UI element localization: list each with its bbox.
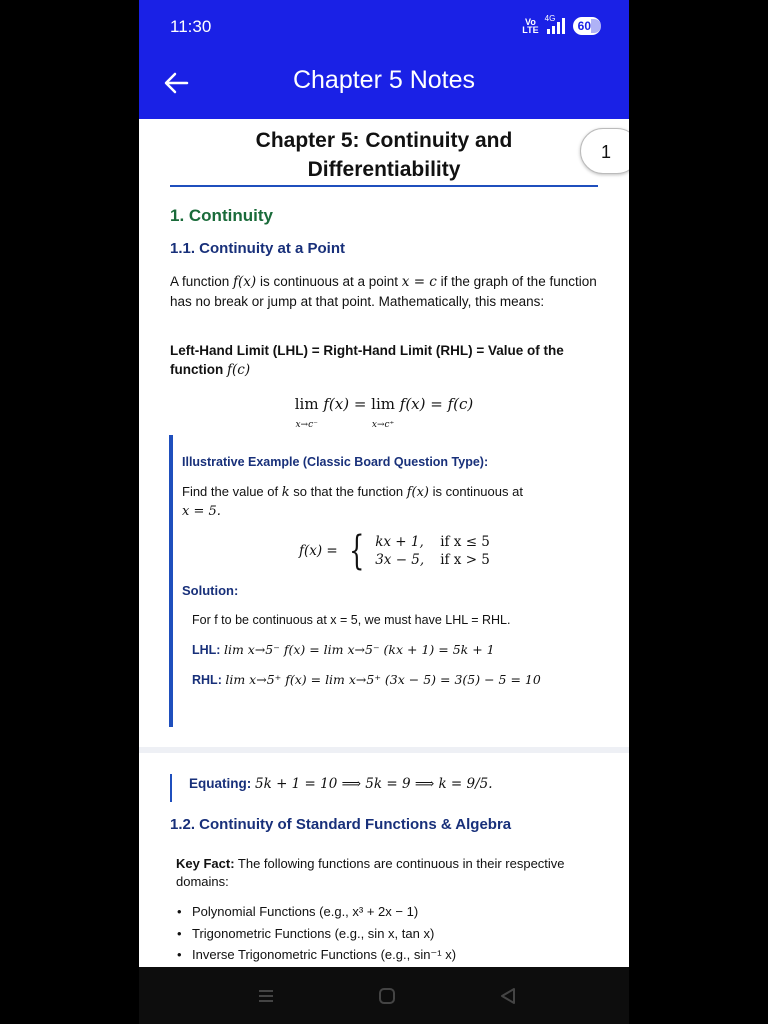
list-item: • Trigonometric Functions (e.g., sin x, tan x) (176, 923, 596, 945)
example-box (169, 435, 603, 727)
volte-icon: Vo LTE (522, 17, 539, 35)
list-item: • Polynomial Functions (e.g., x³ + 2x − 1) (176, 901, 596, 923)
example-title: Illustrative Example (Classic Board Question Type): (182, 455, 489, 469)
limit-equation: lim x→c⁻ f(x) = lim x→c⁺ f(x) = f(c) (294, 395, 474, 430)
solution-line: For f to be continuous at x = 5, we must have LHL = RHL. (192, 613, 511, 627)
home-button[interactable] (376, 985, 398, 1007)
subsection-heading-point: 1.1. Continuity at a Point (170, 240, 346, 257)
lhl-line: LHL: lim x→5⁻ f(x) = lim x→5⁻ (kx + 1) = 5k + 1 (192, 642, 495, 657)
phone-screen (139, 0, 629, 1024)
system-nav-bar (139, 967, 629, 1024)
nav-back-button[interactable] (497, 985, 519, 1007)
rhl-line: RHL: lim x→5⁺ f(x) = lim x→5⁺ (3x − 5) = 3(5) − 5 = 10 (192, 672, 541, 687)
list-item: • Inverse Trigonometric Functions (e.g., sin⁻¹ x) (176, 944, 596, 966)
page-break (139, 747, 629, 753)
definition-paragraph: A function f(x) is continuous at a point x = c if the graph of the function has no break or jump at that point. Mathematically, this means: (170, 274, 597, 309)
home-icon (376, 985, 398, 1007)
equating-line: Equating: 5k + 1 = 10 ⟹ 5k = 9 ⟹ k = 9/5. (170, 774, 493, 802)
back-triangle-icon (497, 985, 519, 1007)
recents-button[interactable] (255, 985, 277, 1007)
subsection-heading-standard-functions: 1.2. Continuity of Standard Functions & Algebra (170, 816, 512, 833)
page-title: Chapter 5 Notes (292, 66, 476, 94)
signal-icon: 4G (547, 18, 565, 34)
app-header (139, 0, 629, 119)
solution-label: Solution: (182, 583, 239, 598)
function-list (176, 901, 596, 966)
piecewise-function: f(x) = { kx + 1, if x ≤ 5 3x − 5, if x > 5 (299, 528, 490, 574)
battery-icon: 60 (573, 17, 601, 35)
title-divider (170, 185, 598, 187)
limit-rule: Left-Hand Limit (LHL) = Right-Hand Limit (RHL) = Value of the function f(c) (170, 343, 564, 378)
recents-icon (255, 985, 277, 1007)
example-question: Find the value of k so that the function f(x) is continuous at x = 5. (182, 484, 523, 519)
page-number-badge[interactable]: 1 (580, 128, 629, 174)
status-icons (522, 14, 601, 35)
status-time: 11:30 (170, 17, 212, 36)
section-heading-continuity: 1. Continuity (170, 206, 273, 225)
key-fact: Key Fact: The following functions are continuous in their respective domains: (176, 856, 565, 889)
document-title: Chapter 5: Continuity and Differentiability (255, 129, 513, 181)
